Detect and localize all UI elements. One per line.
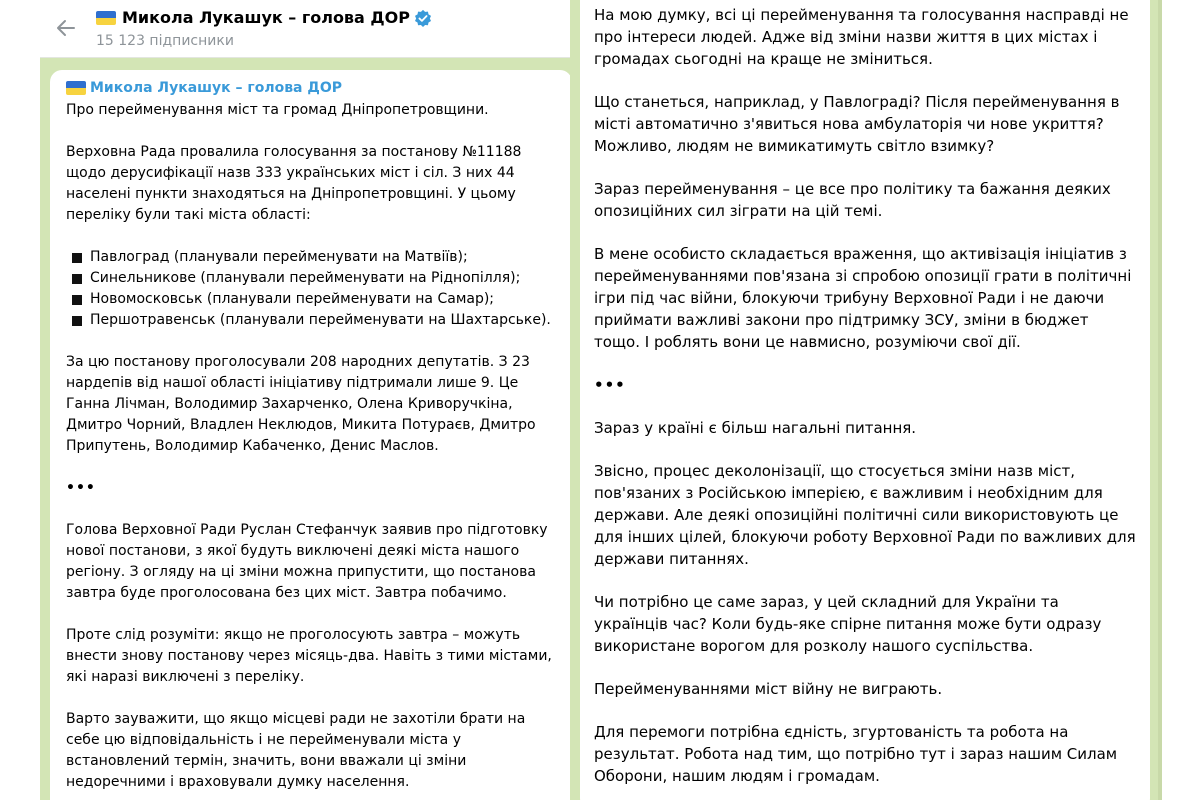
back-button[interactable]: [52, 14, 80, 42]
list-item: [66, 289, 558, 310]
message-paragraph: Чи потрібно це саме зараз, у цей складний для України та українців час? Коли будь-яке спірне питання може бути одразу використане ворогом для розколу нашого суспільства.: [594, 593, 1102, 655]
message-paragraph: Варто зауважити, що якщо місцеві ради не захотіли брати на себе цю відповідальність і не перейменували міста у встановлений термін, значить, вони вважали ці зміни недоречними і враховували думку населення.: [66, 711, 526, 790]
chat-header: [40, 0, 580, 58]
ukraine-flag-icon: [66, 81, 86, 95]
message-author[interactable]: [66, 78, 558, 98]
channel-title[interactable]: [96, 8, 432, 27]
city-list: [66, 247, 558, 331]
black-square-icon: [72, 274, 82, 284]
black-square-icon: [72, 253, 82, 263]
list-item-text: Павлоград (планували перейменувати на Матвіїв);: [90, 249, 468, 265]
list-item: [66, 247, 558, 268]
channel-name: Микола Лукашук – голова ДОР: [122, 8, 410, 27]
message-author-name: Микола Лукашук – голова ДОР: [90, 80, 342, 96]
verified-badge-icon: [414, 9, 432, 27]
subscriber-count: 15 123 підписники: [96, 33, 234, 49]
ukraine-flag-icon: [96, 11, 116, 25]
scrollbar[interactable]: [1158, 0, 1162, 800]
message-paragraph: Для перемоги потрібна єдність, згуртованість та робота на результат. Робота над тим, що потрібно тут і зараз нашим Силам Оборони, нашим людям і громадам.: [594, 723, 1118, 785]
black-square-icon: [72, 295, 82, 305]
list-item: [66, 268, 558, 289]
message-paragraph: На мою думку, всі ці перейменування та голосування насправді не про інтереси людей. Адже від зміни назви життя в цих містах і громадах сьогодні на краще не зміниться.: [594, 6, 1129, 68]
message-paragraph: В мене особисто складається враження, що активізація ініціатив з перейменуваннями пов'язана зі спробою опозиції грати в політичні ігри під час війни, блокуючи трибуну Верховної Ради і не даючи приймати важливі закони про підтримку ЗСУ, зміни в бюджет тощо. І роблять вони це навмисно, розуміючи свої дії.: [594, 245, 1132, 351]
message-paragraph: За цю постанову проголосували 208 народних депутатів. З 23 нардепів від нашої області ініціативу підтримали лише 9. Це Ганна Лічман, Володимир Захарченко, Олена Криворучкіна, Дмитро Чорний, Владлен Неклюдов, Микита Потураєв, Дмитро Припутень, Володимир Кабаченко, Денис Маслов.: [66, 354, 536, 454]
message-bubble-left: [50, 70, 572, 800]
separator-dots: •••: [66, 480, 96, 496]
message-paragraph: Зараз перейменування – це все про політику та бажання деяких опозиційних сил зіграти на цій темі.: [594, 180, 1111, 220]
right-chat-panel: [570, 0, 1162, 800]
list-item-text: Новомосковськ (планували перейменувати на Самар);: [90, 291, 495, 307]
message-paragraph: Зараз у країні є більш нагальні питання.: [594, 419, 917, 437]
list-item-text: Синельникове (планували перейменувати на Ріднопілля);: [90, 270, 521, 286]
message-paragraph: Голова Верховної Ради Руслан Стефанчук заявив про підготовку нової постанови, з якої будуть виключені деякі міста нашого регіону. З огляду на ці зміни можна припустити, що постанова завтра буде проголосована без цих міст. Завтра побачимо.: [66, 522, 548, 601]
list-item: [66, 310, 558, 331]
list-item-text: Першотравенськ (планували перейменувати на Шахтарське).: [90, 312, 551, 328]
message-text: [66, 100, 558, 793]
message-paragraph: Верховна Рада провалила голосування за постанову №11188 щодо дерусифікації назв 333 українських міст і сіл. З них 44 населені пункти знаходяться на Дніпропетровщині. У цьому переліку були такі міста області:: [66, 144, 522, 223]
message-bubble-right: [580, 0, 1150, 800]
message-paragraph: Перейменуваннями міст війну не виграють.: [594, 680, 943, 698]
message-text: [594, 4, 1136, 787]
message-paragraph: Звісно, процес деколонізації, що стосується зміни назв міст, пов'язаних з Російською імперією, є важливим і необхідним для держави. Але деякі опозиційні політичні сили використовують це для інших цілей, блокуючи роботу Верховної Ради по важливих для держави питаннях.: [594, 462, 1136, 568]
left-chat-panel: [40, 0, 580, 800]
message-paragraph: Проте слід розуміти: якщо не проголосують завтра – можуть внести знову постанову через місяць-два. Навіть з тими містами, які наразі виключені з переліку.: [66, 627, 552, 685]
message-paragraph: Що станеться, наприклад, у Павлограді? Після перейменування в місті автоматично з'явиться нова амбулаторія чи нове укриття? Можливо, людям не вимикатимуть світло взимку?: [594, 93, 1120, 155]
black-square-icon: [72, 316, 82, 326]
separator-dots: •••: [594, 376, 626, 394]
arrow-left-icon: [55, 17, 77, 39]
message-intro: Про перейменування міст та громад Дніпропетровщини.: [66, 102, 489, 118]
